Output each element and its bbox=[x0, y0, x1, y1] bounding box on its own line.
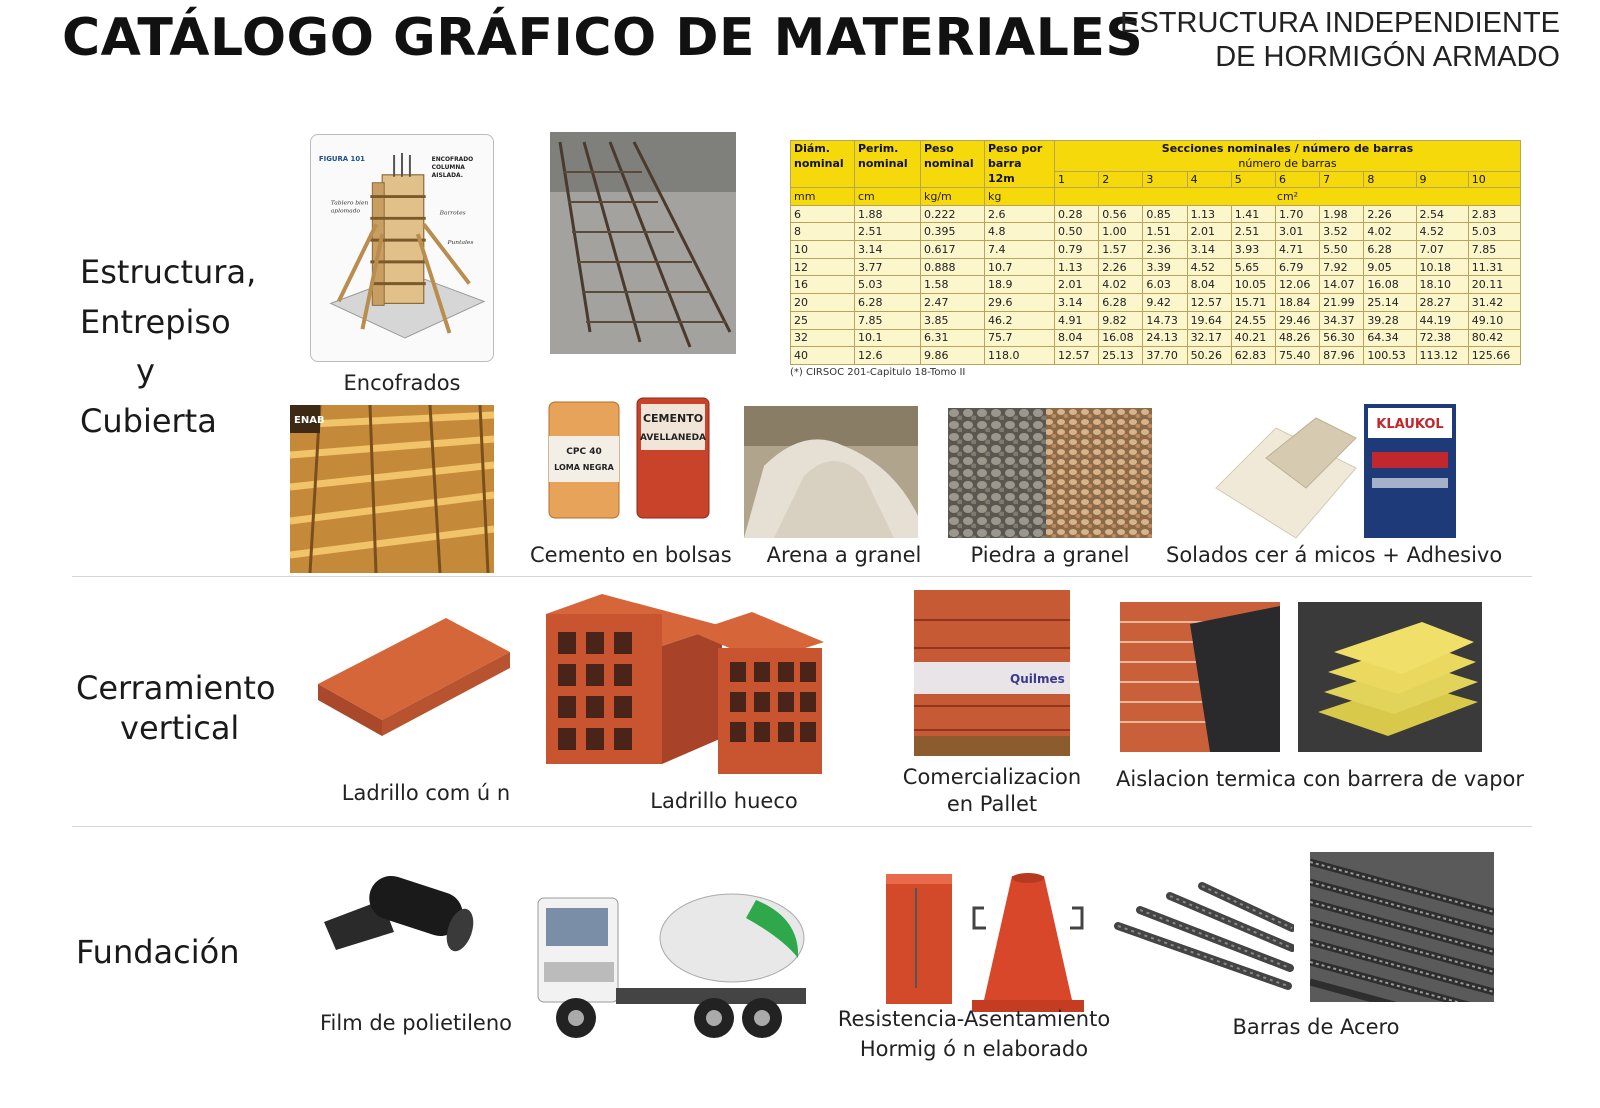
table-cell: 18.84 bbox=[1275, 294, 1319, 312]
table-cell: 125.66 bbox=[1468, 347, 1520, 365]
brick-pallet-photo bbox=[914, 590, 1070, 756]
table-cell: 4.02 bbox=[1364, 223, 1416, 241]
table-cell: 62.83 bbox=[1231, 347, 1275, 365]
table-cell: 5.03 bbox=[855, 276, 921, 294]
caption-aislacion: Aislacion termica con barrera de vapor bbox=[1116, 767, 1525, 791]
gravel-photo bbox=[948, 408, 1152, 538]
table-cell: 6.28 bbox=[1364, 241, 1416, 259]
steel-bars-bundle-photo bbox=[1310, 852, 1494, 1002]
table-cell: 3.14 bbox=[1187, 241, 1231, 259]
table-cell: 49.10 bbox=[1468, 311, 1520, 329]
insulated-wall-photo bbox=[1120, 602, 1280, 752]
table-row bbox=[791, 311, 1521, 329]
section-label-line: Fundación bbox=[76, 933, 240, 971]
cement-bags-photo bbox=[545, 396, 713, 524]
caption-piedra: Piedra a granel bbox=[970, 543, 1130, 567]
table-cell: 2.26 bbox=[1364, 205, 1416, 223]
table-cell: 1.00 bbox=[1099, 223, 1143, 241]
table-cell: 20.11 bbox=[1468, 276, 1520, 294]
table-cell: 7.85 bbox=[855, 311, 921, 329]
section-label-line: Cubierta bbox=[80, 401, 217, 440]
table-cell: 12.6 bbox=[855, 347, 921, 365]
table-row bbox=[791, 205, 1521, 223]
table-cell: 12 bbox=[791, 258, 855, 276]
table-cell: 0.222 bbox=[921, 205, 985, 223]
table-cell: 24.55 bbox=[1231, 311, 1275, 329]
col-header-peso-barra: Peso por barra 12m bbox=[985, 141, 1055, 188]
table-cell: 10.1 bbox=[855, 329, 921, 347]
figure-number: FIGURA 101 bbox=[318, 154, 365, 163]
table-footnote: (*) CIRSOC 201-Capitulo 18-Tomo II bbox=[790, 367, 966, 378]
caption-ladrillo-comun: Ladrillo com ú n bbox=[341, 781, 511, 805]
table-cell: 72.38 bbox=[1416, 329, 1468, 347]
svg-text:Barrotes: Barrotes bbox=[439, 209, 466, 217]
table-cell: 21.99 bbox=[1320, 294, 1364, 312]
table-cell: 1.57 bbox=[1099, 241, 1143, 259]
caption-barras: Barras de Acero bbox=[1232, 1015, 1400, 1039]
table-cell: 3.52 bbox=[1320, 223, 1364, 241]
table-cell: 80.42 bbox=[1468, 329, 1520, 347]
table-cell: 2.01 bbox=[1055, 276, 1099, 294]
table-cell: 1.13 bbox=[1055, 258, 1099, 276]
svg-text:aplomado: aplomado bbox=[330, 207, 361, 215]
table-cell: 4.91 bbox=[1055, 311, 1099, 329]
table-cell: 0.56 bbox=[1099, 205, 1143, 223]
bar-count-header: 1 bbox=[1055, 172, 1099, 188]
secciones-subtitle: número de barras bbox=[1238, 157, 1337, 170]
table-cell: 5.03 bbox=[1468, 223, 1520, 241]
svg-text:COLUMNA: COLUMNA bbox=[431, 163, 465, 171]
table-cell: 7.07 bbox=[1416, 241, 1468, 259]
table-cell: 1.13 bbox=[1187, 205, 1231, 223]
table-cell: 32 bbox=[791, 329, 855, 347]
table-cell: 3.14 bbox=[1055, 294, 1099, 312]
table-cell: 3.39 bbox=[1143, 258, 1187, 276]
bar-count-header: 2 bbox=[1099, 172, 1143, 188]
table-cell: 50.26 bbox=[1187, 347, 1231, 365]
table-row bbox=[791, 241, 1521, 259]
slump-test-cones-photo bbox=[866, 868, 1084, 1014]
bar-count-header: 8 bbox=[1364, 172, 1416, 188]
caption-arena: Arena a granel bbox=[766, 543, 922, 567]
table-cell: 31.42 bbox=[1468, 294, 1520, 312]
table-cell: 2.26 bbox=[1099, 258, 1143, 276]
section-cerramiento-label bbox=[76, 668, 276, 748]
table-cell: 1.51 bbox=[1143, 223, 1187, 241]
table-cell: 0.85 bbox=[1143, 205, 1187, 223]
tiles-adhesive-photo bbox=[1206, 398, 1462, 542]
table-cell: 1.41 bbox=[1231, 205, 1275, 223]
table-cell: 18.10 bbox=[1416, 276, 1468, 294]
section-divider bbox=[72, 576, 1532, 577]
caption-pallet-line2: en Pallet bbox=[946, 792, 1038, 816]
table-row bbox=[791, 347, 1521, 365]
caption-resistencia-line1: Resistencia-Asentamiento bbox=[837, 1007, 1111, 1031]
table-cell: 0.395 bbox=[921, 223, 985, 241]
table-cell: 37.70 bbox=[1143, 347, 1187, 365]
table-cell: 1.88 bbox=[855, 205, 921, 223]
table-cell: 5.65 bbox=[1231, 258, 1275, 276]
svg-text:AVELLANEDA: AVELLANEDA bbox=[639, 433, 707, 443]
table-cell: 8.04 bbox=[1187, 276, 1231, 294]
unit-cell: cm² bbox=[1055, 188, 1521, 206]
table-cell: 7.4 bbox=[985, 241, 1055, 259]
timber-formwork-photo bbox=[290, 405, 494, 573]
table-cell: 2.47 bbox=[921, 294, 985, 312]
table-cell: 34.37 bbox=[1320, 311, 1364, 329]
table-cell: 9.05 bbox=[1364, 258, 1416, 276]
col-header-secciones bbox=[1055, 141, 1521, 172]
svg-text:CEMENTO: CEMENTO bbox=[642, 412, 704, 425]
table-cell: 3.77 bbox=[855, 258, 921, 276]
table-cell: 12.57 bbox=[1055, 347, 1099, 365]
table-row bbox=[791, 223, 1521, 241]
table-row bbox=[791, 329, 1521, 347]
rebar-cage-photo bbox=[550, 132, 736, 354]
table-cell: 2.51 bbox=[1231, 223, 1275, 241]
table-cell: 24.13 bbox=[1143, 329, 1187, 347]
unit-cell: kg/m bbox=[921, 188, 985, 206]
svg-text:AISLADA.: AISLADA. bbox=[431, 171, 463, 179]
col-header-perim: Perim. nominal bbox=[855, 141, 921, 188]
table-row bbox=[791, 258, 1521, 276]
table-cell: 10 bbox=[791, 241, 855, 259]
table-cell: 8 bbox=[791, 223, 855, 241]
table-row bbox=[791, 276, 1521, 294]
table-cell: 46.2 bbox=[985, 311, 1055, 329]
table-cell: 5.50 bbox=[1320, 241, 1364, 259]
table-cell: 6.28 bbox=[855, 294, 921, 312]
section-divider bbox=[72, 826, 1532, 827]
table-cell: 87.96 bbox=[1320, 347, 1364, 365]
table-cell: 16.08 bbox=[1099, 329, 1143, 347]
subtitle-line-2: DE HORMIGÓN ARMADO bbox=[1215, 41, 1560, 73]
table-cell: 75.7 bbox=[985, 329, 1055, 347]
page-title: CATÁLOGO GRÁFICO DE MATERIALES bbox=[62, 8, 1144, 68]
section-label-line: vertical bbox=[120, 709, 240, 747]
table-cell: 15.71 bbox=[1231, 294, 1275, 312]
table-cell: 2.36 bbox=[1143, 241, 1187, 259]
table-cell: 32.17 bbox=[1187, 329, 1231, 347]
table-cell: 3.14 bbox=[855, 241, 921, 259]
table-cell: 16.08 bbox=[1364, 276, 1416, 294]
table-cell: 100.53 bbox=[1364, 347, 1416, 365]
table-cell: 0.28 bbox=[1055, 205, 1099, 223]
table-cell: 0.617 bbox=[921, 241, 985, 259]
table-cell: 16 bbox=[791, 276, 855, 294]
svg-text:Puntales: Puntales bbox=[447, 239, 474, 247]
table-cell: 6 bbox=[791, 205, 855, 223]
section-label-line: Cerramiento bbox=[76, 669, 276, 707]
svg-text:Quilmes: Quilmes bbox=[1010, 672, 1065, 686]
insulation-panels-photo bbox=[1298, 602, 1482, 752]
table-cell: 14.73 bbox=[1143, 311, 1187, 329]
table-cell: 6.03 bbox=[1143, 276, 1187, 294]
section-estructura-label bbox=[80, 248, 256, 446]
steel-bars-photo bbox=[1110, 876, 1294, 1002]
caption-pallet-line1: Comercializacion bbox=[902, 765, 1082, 789]
unit-cell: cm bbox=[855, 188, 921, 206]
table-cell: 9.86 bbox=[921, 347, 985, 365]
table-cell: 0.888 bbox=[921, 258, 985, 276]
table-cell: 6.28 bbox=[1099, 294, 1143, 312]
unit-cell: kg bbox=[985, 188, 1055, 206]
common-brick-photo bbox=[316, 612, 512, 740]
sand-photo bbox=[744, 406, 918, 538]
table-cell: 4.71 bbox=[1275, 241, 1319, 259]
hollow-bricks-photo bbox=[542, 588, 824, 778]
concrete-mixer-truck-photo bbox=[536, 878, 808, 1056]
caption-encofrados: Encofrados bbox=[343, 371, 461, 395]
bar-count-header: 7 bbox=[1320, 172, 1364, 188]
table-cell: 28.27 bbox=[1416, 294, 1468, 312]
rebar-table bbox=[790, 140, 1521, 365]
table-cell: 2.83 bbox=[1468, 205, 1520, 223]
caption-resistencia bbox=[836, 1006, 1112, 1063]
table-cell: 2.54 bbox=[1416, 205, 1468, 223]
table-cell: 3.85 bbox=[921, 311, 985, 329]
caption-film: Film de polietileno bbox=[319, 1011, 513, 1035]
formwork-figure bbox=[310, 134, 494, 362]
page-subtitle bbox=[1120, 6, 1560, 74]
caption-cemento: Cemento en bolsas bbox=[530, 543, 732, 567]
table-cell: 2.01 bbox=[1187, 223, 1231, 241]
caption-resistencia-line2: Hormig ó n elaborado bbox=[859, 1037, 1089, 1061]
bar-count-header: 5 bbox=[1231, 172, 1275, 188]
table-cell: 9.82 bbox=[1099, 311, 1143, 329]
table-cell: 4.8 bbox=[985, 223, 1055, 241]
svg-text:CPC 40: CPC 40 bbox=[566, 447, 602, 457]
svg-text:Tablero bien: Tablero bien bbox=[330, 199, 369, 207]
table-cell: 4.02 bbox=[1099, 276, 1143, 294]
table-cell: 3.01 bbox=[1275, 223, 1319, 241]
table-cell: 7.92 bbox=[1320, 258, 1364, 276]
bar-count-header: 3 bbox=[1143, 172, 1187, 188]
svg-text:KLAUKOL: KLAUKOL bbox=[1376, 417, 1444, 432]
table-cell: 44.19 bbox=[1416, 311, 1468, 329]
table-cell: 39.28 bbox=[1364, 311, 1416, 329]
table-cell: 10.7 bbox=[985, 258, 1055, 276]
table-cell: 113.12 bbox=[1416, 347, 1468, 365]
col-header-diam: Diám. nominal bbox=[791, 141, 855, 188]
table-cell: 25.14 bbox=[1364, 294, 1416, 312]
table-row bbox=[791, 294, 1521, 312]
unit-cell: mm bbox=[791, 188, 855, 206]
formwork-illustration bbox=[311, 135, 493, 361]
table-cell: 29.46 bbox=[1275, 311, 1319, 329]
table-cell: 0.79 bbox=[1055, 241, 1099, 259]
svg-text:ENCOFRADO: ENCOFRADO bbox=[431, 155, 474, 163]
table-cell: 40.21 bbox=[1231, 329, 1275, 347]
table-cell: 6.79 bbox=[1275, 258, 1319, 276]
table-cell: 6.31 bbox=[921, 329, 985, 347]
table-cell: 2.51 bbox=[855, 223, 921, 241]
section-label-line: Estructura, bbox=[80, 253, 257, 291]
table-cell: 10.18 bbox=[1416, 258, 1468, 276]
table-cell: 29.6 bbox=[985, 294, 1055, 312]
table-cell: 25 bbox=[791, 311, 855, 329]
subtitle-line-1: ESTRUCTURA INDEPENDIENTE bbox=[1120, 7, 1560, 39]
table-cell: 11.31 bbox=[1468, 258, 1520, 276]
table-cell: 40 bbox=[791, 347, 855, 365]
polyethylene-roll-photo bbox=[322, 870, 474, 956]
table-cell: 8.04 bbox=[1055, 329, 1099, 347]
section-fundacion-label bbox=[76, 928, 239, 978]
table-cell: 4.52 bbox=[1187, 258, 1231, 276]
table-cell: 18.9 bbox=[985, 276, 1055, 294]
svg-text:LOMA NEGRA: LOMA NEGRA bbox=[554, 463, 614, 472]
table-cell: 25.13 bbox=[1099, 347, 1143, 365]
table-cell: 64.34 bbox=[1364, 329, 1416, 347]
table-cell: 75.40 bbox=[1275, 347, 1319, 365]
table-cell: 7.85 bbox=[1468, 241, 1520, 259]
secciones-title: Secciones nominales / número de barras bbox=[1161, 142, 1414, 155]
table-cell: 0.50 bbox=[1055, 223, 1099, 241]
section-label-line: y bbox=[136, 352, 155, 391]
table-cell: 20 bbox=[791, 294, 855, 312]
table-cell: 118.0 bbox=[985, 347, 1055, 365]
table-cell: 10.05 bbox=[1231, 276, 1275, 294]
table-cell: 56.30 bbox=[1320, 329, 1364, 347]
table-cell: 1.70 bbox=[1275, 205, 1319, 223]
table-cell: 3.93 bbox=[1231, 241, 1275, 259]
col-header-peso: Peso nominal bbox=[921, 141, 985, 188]
table-cell: 1.58 bbox=[921, 276, 985, 294]
bar-count-header: 10 bbox=[1468, 172, 1520, 188]
caption-solados: Solados cer á micos + Adhesivo bbox=[1166, 543, 1503, 567]
table-cell: 9.42 bbox=[1143, 294, 1187, 312]
table-cell: 14.07 bbox=[1320, 276, 1364, 294]
table-cell: 12.06 bbox=[1275, 276, 1319, 294]
bar-count-header: 4 bbox=[1187, 172, 1231, 188]
caption-ladrillo-hueco: Ladrillo hueco bbox=[650, 789, 798, 813]
caption-pallet bbox=[892, 764, 1092, 818]
svg-text:ENAB: ENAB bbox=[294, 415, 325, 426]
bar-count-header: 6 bbox=[1275, 172, 1319, 188]
table-cell: 1.98 bbox=[1320, 205, 1364, 223]
table-cell: 19.64 bbox=[1187, 311, 1231, 329]
bar-count-header: 9 bbox=[1416, 172, 1468, 188]
table-cell: 12.57 bbox=[1187, 294, 1231, 312]
table-cell: 4.52 bbox=[1416, 223, 1468, 241]
section-label-line: Entrepiso bbox=[80, 302, 231, 341]
table-cell: 2.6 bbox=[985, 205, 1055, 223]
table-cell: 48.26 bbox=[1275, 329, 1319, 347]
